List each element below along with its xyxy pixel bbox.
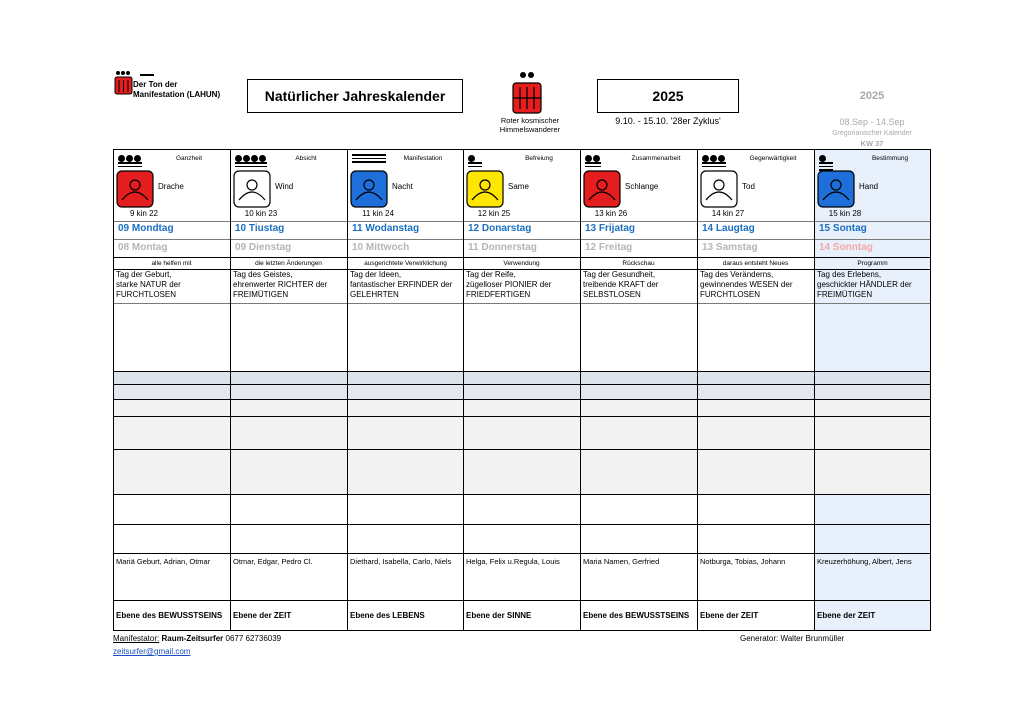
- tone-glyph-icon: [113, 70, 135, 96]
- theme-label: Rückschau: [622, 260, 655, 267]
- saints-names: Notburga, Tobias, Johann: [700, 557, 786, 566]
- purpose-label: Bestimmung: [871, 155, 909, 162]
- day-name: 10 Tiustag: [235, 223, 285, 234]
- day-description: Tag des Geistes, ehrenwerter RICHTER der FREIMÜTIGEN: [233, 270, 328, 299]
- day-column: [464, 150, 579, 630]
- seal-glyph-icon: [510, 71, 544, 115]
- glyph-hand-icon: [817, 170, 855, 208]
- kin-number: 13 kin 26: [594, 209, 628, 218]
- year-title: 2025: [597, 79, 739, 113]
- kin-number: 15 kin 28: [828, 209, 862, 218]
- day-name: 13 Frijatag: [585, 223, 636, 234]
- gregorian-week: KW 37: [860, 139, 884, 148]
- purpose-label: Zusammenarbeit: [631, 155, 681, 162]
- theme-label: die letzten Änderungen: [255, 260, 322, 267]
- tone-marker: [235, 154, 275, 169]
- week-grid: [113, 149, 931, 631]
- theme-label: ausgerichtete Verwirklichung: [364, 260, 447, 267]
- day-name: 12 Donarstag: [468, 223, 532, 234]
- purpose-label: Manifestation: [403, 155, 443, 162]
- tone-bar: [140, 74, 154, 76]
- saints-names: Kreuzerhöhung, Albert, Jens: [817, 557, 912, 566]
- footer-generator: Generator: Walter Brunmüller: [740, 634, 845, 643]
- purpose-label: Ganzheit: [175, 155, 203, 162]
- day-name: 15 Sontag: [819, 223, 867, 234]
- tone-marker: [352, 154, 392, 165]
- manifestator-label: Manifestator:: [113, 634, 160, 643]
- purpose-label: Absicht: [295, 155, 317, 162]
- theme-label: alle helfen mit: [151, 260, 192, 267]
- day-name: 09 Mondtag: [118, 223, 174, 234]
- saints-names: Mariä Geburt, Adrian, Otmar: [116, 557, 211, 566]
- kin-number: 9 kin 22: [129, 209, 159, 218]
- day-column: [581, 150, 696, 630]
- theme-label: Programm: [857, 260, 888, 267]
- saints-names: Maria Namen, Gerfried: [583, 557, 660, 566]
- glyph-schlange-icon: [583, 170, 621, 208]
- level-label: Ebene des BEWUSSTSEINS: [583, 611, 690, 620]
- gregorian-day: 09 Dienstag: [235, 242, 292, 253]
- glyph-drache-icon: [116, 170, 154, 208]
- seal-label: Roter kosmischer Himmelswanderer: [499, 116, 561, 134]
- saints-names: Helga, Felix u.Regula, Louis: [466, 557, 560, 566]
- glyph-name: Nacht: [392, 182, 413, 191]
- day-description: Tag der Geburt, starke NATUR der FURCHTLOSEN: [116, 270, 181, 299]
- glyph-name: Hand: [859, 182, 879, 191]
- day-column: [815, 150, 930, 630]
- day-description: Tag des Erlebens, geschickter HÄNDLER der FREIMÜTIGEN: [817, 270, 912, 299]
- day-description: Tag des Veränderns, gewinnendes WESEN der FURCHTLOSEN: [700, 270, 793, 299]
- gregorian-day: 12 Freitag: [585, 242, 633, 253]
- day-description: Tag der Gesundheit, treibende KRAFT der SELBSTLOSEN: [583, 270, 659, 299]
- purpose-label: Gegenwärtigkeit: [749, 155, 797, 162]
- day-description: Tag der Reife, zügelloser PIONIER der FRIEDFERTIGEN: [466, 270, 552, 299]
- glyph-name: Drache: [158, 182, 184, 191]
- day-name: 11 Wodanstag: [352, 223, 420, 234]
- gregorian-day: 14 Sonntag: [819, 242, 873, 253]
- kin-number: 14 kin 27: [711, 209, 745, 218]
- gregorian-day: 08 Montag: [118, 242, 168, 253]
- day-description: Tag der Ideen, fantastischer ERFINDER der GELEHRTEN: [350, 270, 453, 299]
- manifestator-name: Raum-Zeitsurfer: [161, 634, 224, 643]
- glyph-same-icon: [466, 170, 504, 208]
- day-column: [698, 150, 813, 630]
- glyph-name: Wind: [275, 182, 294, 191]
- glyph-name: Same: [508, 182, 529, 191]
- tone-marker: [118, 154, 158, 169]
- day-name: 14 Laugtag: [702, 223, 755, 234]
- glyph-nacht-icon: [350, 170, 388, 208]
- level-label: Ebene der ZEIT: [700, 611, 759, 620]
- day-column: [231, 150, 346, 630]
- cycle-range: 9.10. - 15.10. '28er Zyklus': [615, 116, 721, 126]
- level-label: Ebene der SINNE: [466, 611, 532, 620]
- level-label: Ebene des LEBENS: [350, 611, 425, 620]
- level-label: Ebene des BEWUSSTSEINS: [116, 611, 223, 620]
- tone-marker: [702, 154, 742, 169]
- kin-number: 11 kin 24: [362, 209, 394, 218]
- saints-names: Otmar, Edgar, Pedro Cl.: [233, 557, 313, 566]
- gregorian-label: Gregorianischer Kalender: [832, 130, 912, 137]
- footer-manifestator: [113, 634, 281, 643]
- gregorian-day: 13 Samstag: [702, 242, 758, 253]
- level-label: Ebene der ZEIT: [817, 611, 876, 620]
- tone-marker: [468, 154, 508, 169]
- theme-label: daraus entsteht Neues: [722, 260, 789, 267]
- kin-number: 10 kin 23: [244, 209, 278, 218]
- purpose-label: Befreiung: [525, 155, 553, 162]
- tone-marker: [585, 154, 625, 169]
- gregorian-day: 10 Mittwoch: [352, 242, 410, 253]
- gregorian-year: 2025: [859, 90, 885, 102]
- email-link[interactable]: zeitsurfer@gmail.com: [113, 647, 191, 656]
- day-column: [114, 150, 229, 630]
- glyph-name: Schlange: [625, 182, 659, 191]
- manifestator-phone: 0677 62736039: [223, 634, 282, 643]
- theme-label: Verwendung: [503, 260, 540, 267]
- tone-label: Der Ton der Manifestation (LAHUN): [133, 80, 221, 99]
- day-column: [348, 150, 463, 630]
- gregorian-range: 08.Sep - 14.Sep: [839, 117, 905, 127]
- glyph-wind-icon: [233, 170, 271, 208]
- level-label: Ebene der ZEIT: [233, 611, 292, 620]
- gregorian-day: 11 Donnerstag: [468, 242, 537, 253]
- kin-number: 12 kin 25: [477, 209, 511, 218]
- glyph-name: Tod: [742, 182, 755, 191]
- page-title: Natürlicher Jahreskalender: [247, 79, 463, 113]
- glyph-tod-icon: [700, 170, 738, 208]
- saints-names: Diethard, Isabella, Carlo, Niels: [350, 557, 452, 566]
